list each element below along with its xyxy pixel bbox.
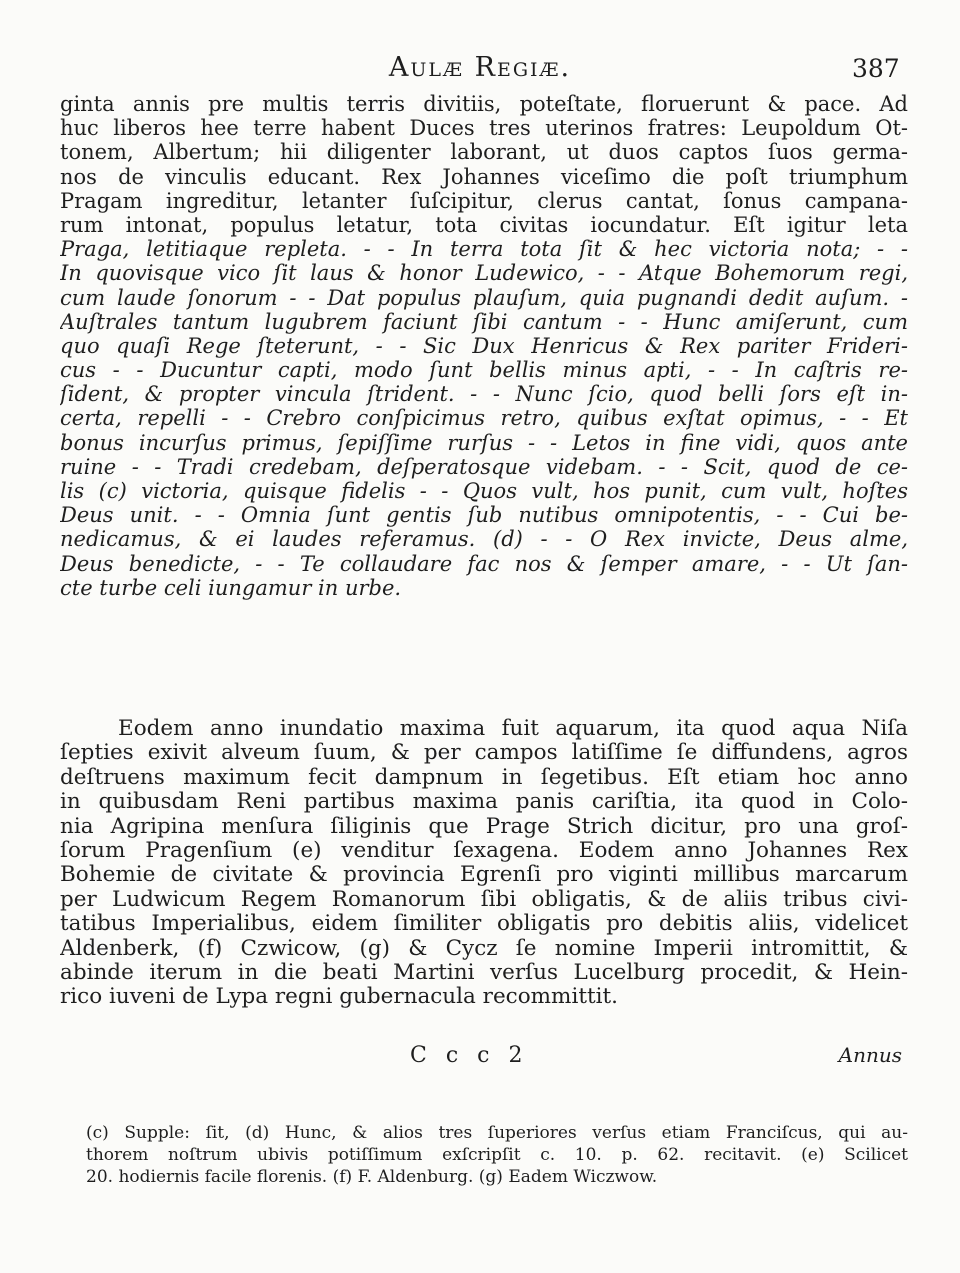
text-line: In quovisque vico ſit laus & honor Ludewico, - - Atque Bohemorum regi,: [60, 261, 908, 286]
text-line: Auſtrales tantum lugubrem faciunt ſibi cantum - - Hunc amiſerunt, cum: [60, 309, 908, 334]
signature-mark: C c c 2: [410, 1043, 529, 1068]
prose-paragraph: [60, 717, 908, 1010]
text-line: cte turbe celi iungamur in urbe.: [60, 575, 402, 600]
text-line: tatibus Imperialibus, eidem ſimiliter obligatis pro debitis aliis, videlicet: [60, 912, 908, 937]
footnote-line: thorem noſtrum ubivis potiſſimum exſcripſit c. 10. p. 62. recitavit. (e) Scilicet: [86, 1145, 908, 1165]
text-line: ginta annis pre multis terris divitiis, poteſtate, floruerunt & pace. Ad: [60, 92, 908, 116]
text-line: huc liberos hee terre habent Duces tres uterinos fratres: Leupoldum Ot-: [60, 116, 908, 141]
text-line: rum intonat, populus letatur, tota civitas iocundatur. Eſt igitur leta: [60, 212, 908, 237]
text-line: cus - - Ducuntur capti, modo ſunt bellis minus apti, - - In caſtris re-: [60, 358, 908, 383]
text-line: in quibusdam Reni partibus maxima panis cariſtia, ita quod in Colo-: [60, 790, 908, 815]
text-line: cum laude ſonorum - - Dat populus plauſum, quia pugnandi dedit auſum. -: [60, 285, 908, 310]
text-line: ſepties exivit alveum ſuum, & per campos latiſſime ſe diffundens, agros: [60, 741, 908, 766]
text-line: Eodem anno inundatio maxima fuit aquarum, ita quod aqua Niſa: [118, 717, 908, 741]
text-line: Deus unit. - - Omnia ſunt gentis ſub nutibus omnipotentis, - - Cui be-: [60, 503, 908, 528]
text-line: deſtruens maximum fecit dampnum in ſegetibus. Eſt etiam hoc anno: [60, 765, 908, 790]
text-line: certa, repelli - - Crebro conſpicimus retro, quibus exſtat opimus, - - Et: [60, 406, 908, 431]
text-line: Bohemie de civitate & provincia Egrenſi pro viginti millibus marcarum: [60, 863, 908, 888]
verse-passage: [60, 92, 908, 600]
text-line: nia Agripina menſura ſiliginis que Prage Strich dicitur, pro una groſ-: [60, 814, 908, 839]
text-line: bonus incurſus primus, ſepiſſime rurſus - - Letos in fine vidi, quos ante: [60, 430, 908, 455]
text-line: Deus benedicte, - - Te collaudare fac nos & ſemper amare, - - Ut ſan-: [60, 551, 908, 576]
text-line: abinde iterum in die beati Martini verſus Lucelburg procedit, & Hein-: [60, 960, 908, 985]
running-head: Aulæ Regiæ.: [388, 52, 572, 83]
text-line: Pragam ingreditur, letanter ſuſcipitur, clerus cantat, ſonus campana-: [60, 188, 908, 213]
footnote-line: (c) Supple: ſit, (d) Hunc, & alios tres ſuperiores verſus etiam Franciſcus, qui au-: [86, 1123, 908, 1143]
text-line: quo quaſi Rege ſteterunt, - - Sic Dux Henricus & Rex pariter Frideri-: [60, 333, 908, 358]
text-line: tonem, Albertum; hii diligenter laborant, ut duos captos ſuos germa-: [60, 140, 908, 165]
footnote-line: 20. hodiernis facile florenis. (f) F. Aldenburg. (g) Eadem Wiczwow.: [86, 1167, 658, 1187]
text-line: ruine - - Tradi credebam, deſperatosque videbam. - - Scit, quod de ce-: [60, 454, 908, 479]
footnotes: [86, 1122, 908, 1188]
text-line: nedicamus, & ei laudes referamus. (d) - - O Rex invicte, Deus alme,: [60, 527, 908, 552]
text-line: per Ludwicum Regem Romanorum ſibi obligatis, & de aliis tribus civi-: [60, 887, 908, 912]
signature-line: [60, 1043, 908, 1073]
text-line: nos de vinculis educant. Rex Johannes viceſimo die poſt triumphum: [60, 164, 908, 189]
text-line: Praga, letitiaque repleta. - - In terra tota ſit & hec victoria nota; - -: [60, 237, 908, 262]
text-line: ſorum Pragenſium (e) venditur ſexagena. Eodem anno Johannes Rex: [60, 838, 908, 863]
page-number: 387: [852, 54, 900, 83]
text-line: lis (c) victoria, quisque fidelis - - Quos vult, hos punit, cum vult, hoſtes: [60, 479, 908, 503]
catchword: Annus: [838, 1043, 902, 1067]
text-line: rico iuveni de Lypa regni gubernacula recommittit.: [60, 985, 618, 1010]
text-line: ſident, & propter vincula ſtrident. - - Nunc ſcio, quod belli ſors eſt in-: [60, 382, 908, 407]
text-line: Aldenberk, (f) Czwicow, (g) & Cycz ſe nomine Imperii intromittit, &: [60, 936, 908, 961]
